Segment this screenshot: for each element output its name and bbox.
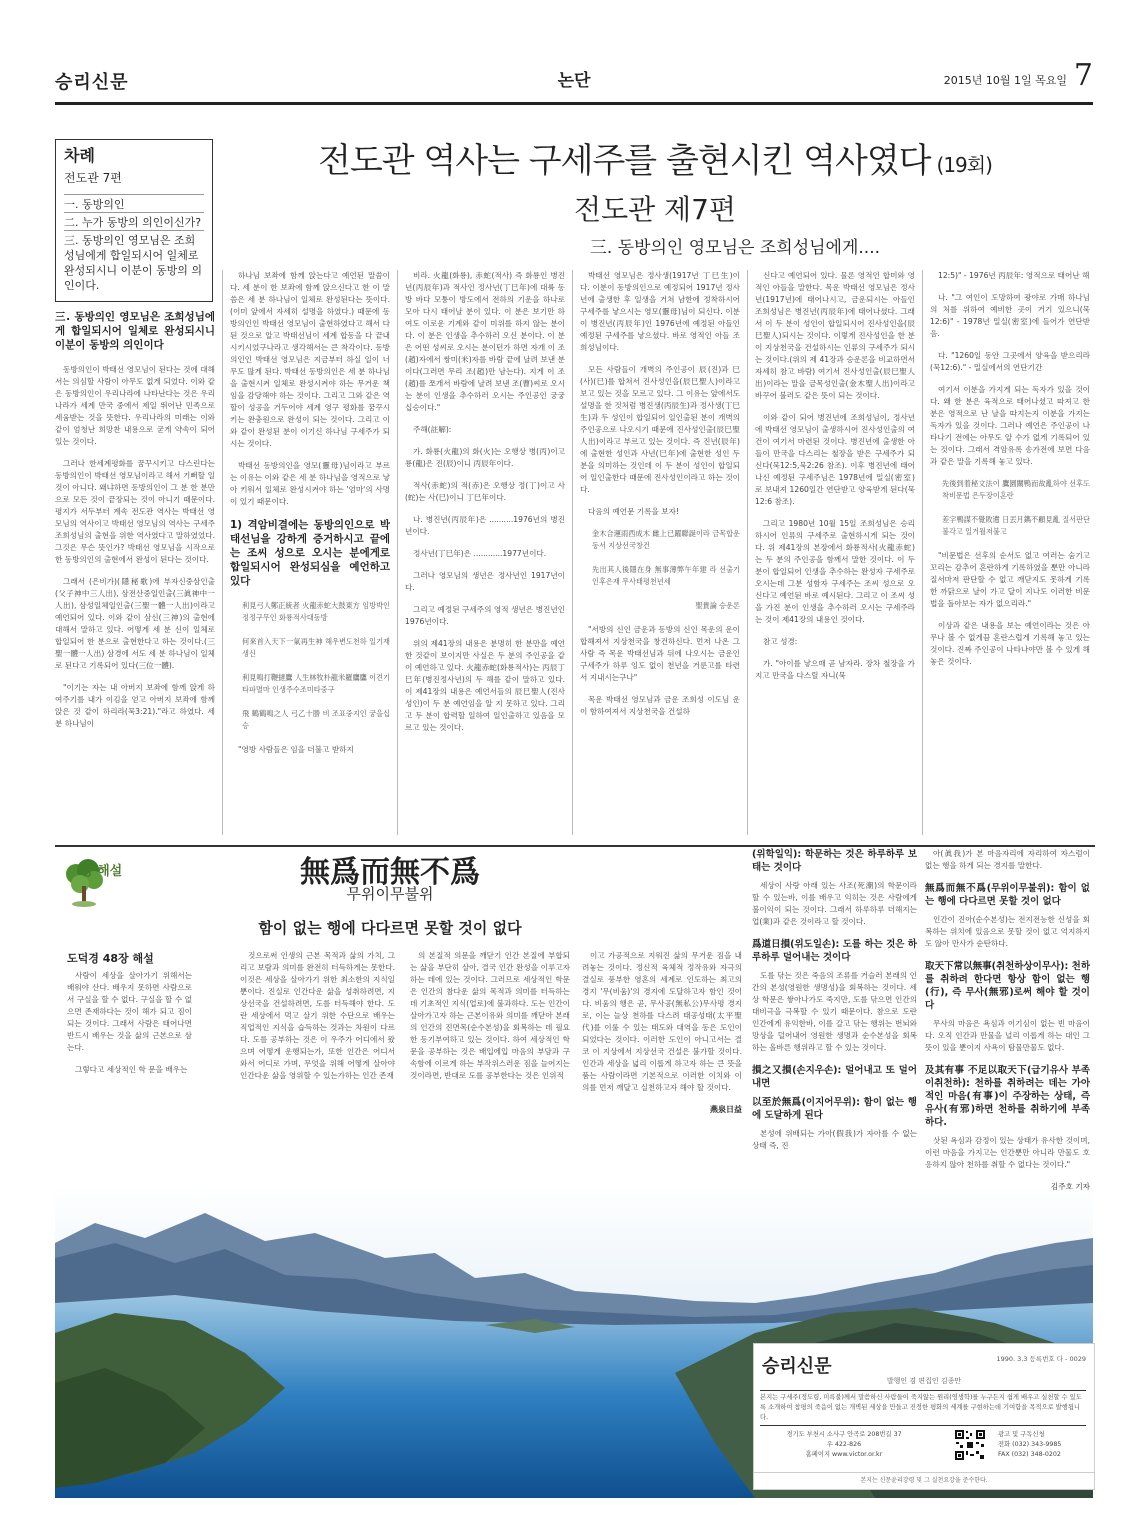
- column-heading: 1) 격암비결에는 동방의인으로 박태선님을 강하게 증거하시고 끝에는 조씨 성으로 오시는 분에게로 합일되시어 완성되심을 예언하고 있다: [230, 519, 390, 587]
- paragraph: 세상이 사랑 아래 있는 사조(死潮)의 학문이라 할 수 있는바, 이를 배우고 익히는 것은 사람에게 불이익이 되는 것이다. 그래서 하루하루 더해지는 업(業)과 같은 것이라고 할 것이다.: [752, 881, 917, 926]
- paragraph: 주해(註解):: [413, 425, 452, 434]
- paragraph: 것으로써 인생의 근본 목적과 삶의 가치, 그리고 보람과 의미를 완전히 터득하게는 못한다. 이것은 세상을 살아가기 위한 최소한의 지식일 뿐이다. 진실로 인간다운 삶을 성취하려면, 지상선국을 건설하려면, 도를 터득해야 한다. 도란 세상에서 먹고 살기 위한 수단으로 배우는 직업적인 지식을 습득하는 것과는 차원이 다르다. 도를 공부하는 것은 이 우주가 어디에서 왔으며 어떻게 운행되는가, 또한 인간은 어디서 와서 어디로 가며, 무엇을 위해 어떻게 살아야 인간다운 삶을 영위할 수 있는가하는 인간 존재: [240, 951, 395, 1080]
- paragraph: 삿된 욕심과 감정이 있는 상태가 유사한 것이며, 이런 마음을 가지고는 인간뿐만 아니라 만물도 호응하지 않아 천하를 취할 수 없다는 것이다.": [925, 1136, 1090, 1169]
- paragraph: 그렇다고 세상적인 학 문을 배우는: [75, 1065, 188, 1074]
- commentary-column-4: [582, 950, 742, 1175]
- verse-quote: 金木合運雨西成木 雌上已躍聯誕이라 금목합운동서 지상선국창건: [592, 529, 740, 550]
- paragraph: 신다고 예언되어 있다. 물론 영적인 합미와 영적인 아들을 말한다. 목운 박태선 영모님은 정사년(1917년)에 태어나시고, 금운되시는 아들인 조희성님은 병진년(丙辰年)에 태어나셨다. 그래서 이 두 분이 성인이 합일되시어 진사성인을(辰巳聖人)되시는 것이다. 이렇게 진사성인을 한 분이 지상천국을 건설하시는 인류의 구세주가 되시는 것이다.(위의 제 41장과 승운론을 비교하면서 자세히 참고 바람) 여기서 진사성인출(辰巳聖人出)이라는 말을 금목성인출(金木聖人出)이라고 바꾸어 불러도 같은 뜻이 되는 것이다.: [755, 271, 915, 400]
- paragraph: "이기는 자는 내 아버지 보좌에 함께 앉게 하여주기를 내가 이김을 얻고 아버지 보좌에 함께 앉은 것 같이 하리라(묵3:21)."라고 하였다. 세 분 하나님이: [55, 683, 215, 728]
- verse-quote: 利見弓人鄭正統者 火龍赤蛇大鼓東方 임방박인정정구무인 화룡적사대동방: [242, 601, 390, 622]
- column-divider: [222, 270, 223, 835]
- paragraph: 박태선 영모님은 정사생(1917년 丁巳生)이다. 이분이 동방의인으로 예정되어 1917년 정사년에 출생한 후 일생을 거쳐 남한에 정착하시어 구세주를 낳으시는 영모(靈母)님이 되신다. 이분이 병진년(丙辰年)인 1976년에 예정된 아들인 예정된 구세주를 낳으셨다. 바로 영적인 아들 조희성님이다.: [580, 271, 740, 352]
- paragraph: 이고 가공적으로 지워진 삶의 무거운 짐을 내려놓는 것이다. 정신적 육체적 정작유와 자극의 결실로 풍부한 영혼의 세계로 인도하는 최고의 경지 '무(비움)'의 경지에 도달하고자 함인 것이다. 비움의 행은 곧, 무사공(無私公)무사평 경지로, 이는 늘상 천하를 다스려 태공성태(太平聖代)를 이룰 수 있는 태도와 대역을 동은 도인이 되었다는 것이다. 이러한 도인이 아니고서는 결코 이 지상에서 지상선국 건설은 불가할 것이다. 인간과 세상을 넓리 이롭게 하고자 하는 큰 뜻을 품는 사람이라면 기본적으로 이러한 이치와 이 의를 먼저 깨달고 실천하고자 해야 할 것이다.: [582, 951, 742, 1092]
- column-divider: [572, 270, 573, 835]
- commentary-column-6: [925, 848, 1090, 1253]
- paragraph: 12:5)" - 1976년 丙辰年: 영적으로 태어난 해: [938, 271, 1090, 280]
- article-column-4: [580, 270, 740, 835]
- commentary-column-5: [752, 848, 917, 1238]
- masthead-box: [753, 1343, 1095, 1490]
- phone-number: 전화 (032) 343-9985: [998, 1441, 1062, 1448]
- masthead-title: 승리신문: [762, 1356, 832, 1377]
- paragraph: 동방의인이 박태선 영모님이 된다는 것에 대해서는 의심할 사람이 아무도 없게 되었다. 이와 같은 동방의인이 우리나라에 나타난다는 것은 우리나라가 세계 만국 중에서 제일 뛰어난 민족으로 세움받는 것을 뜻한다. 우리나라의 미래는 이와 같이 엄청난 희망찬 내용으로 굳게 약속이 되어 있는 것이다.: [55, 365, 215, 446]
- newspaper-name: 승리신문: [55, 72, 129, 93]
- column-heading: 三. 동방의인 영모님은 조희성님에게 합일되시어 일체로 완성되시니 이분이 동방의 의인이다: [55, 311, 215, 351]
- paragraph: 위의 제41장의 내용은 분명히 한 분만을 예언한 것같이 보이지만 사실은 두 분의 주인공을 같이 예언하고 있다. 火龍赤蛇(화룡적사)는 丙辰丁巳年(병진정사년)의 두 해를 같이 말하고 있다. 이 제41장의 내용은 예언서들의 辰巳聖人(진사성인)이 두 분 예언임을 알 지 못하고 있다. 그리고 두 분이 합력할 일하여 일인출하고 있음을 모르고 있는 것이다.: [405, 639, 565, 732]
- verse-quote: 利見鳴打鞭撻鷹 人生林牧朴龍米羅鷹鷹 이견기 타파멸마 인생주수조미타중구: [242, 673, 390, 694]
- verse-quote: 差字鴨謀不覺敗遺 日丟月鐫不顧見亂 질서판단불각고 일거월저불고: [942, 515, 1090, 536]
- column-divider: [747, 270, 748, 835]
- paragraph: 비라. 火龍(화룡), 赤蛇(적사) 즉 화룡인 병진년(丙辰年)과 적사인 정사년(丁巳年)에 대륙 동방 바다 모퉁이 방도에서 전하의 기운을 하나로 모아 다시 태어날 분이 있다. 이 분은 보기만 하여도 이로운 기계와 같이 미위를 하지 않는 분이다. 이 분은 인생을 추수하러 오신 분이다. 이 분은 어떤 성씨로 오시는 분이던가 하면 자개 이 조(趙)자에서 쌍미(米)자를 바람 끝에 날려 보낸 분이다(그러면 무리 조(趙)만 남는다). 지게 이 조(趙)를 쪼개서 바람에 날려 보낸 조(曹)씨로 오시는 분이 인생을 추수하러 오시는 주인공인 궁궁십승이다.": [405, 271, 565, 412]
- paragraph: 그러나 영모님의 생년은 정사년인 1917년이다.: [405, 571, 565, 592]
- paragraph: 정사년(丁巳年)은 ............1977년이다.: [413, 549, 547, 558]
- toc-heading: 차례: [64, 146, 95, 165]
- paragraph: 다음의 예언문 기록을 보자!: [588, 507, 679, 516]
- commentary-hanja-title: 無爲而無不爲: [300, 855, 480, 890]
- column-divider: [397, 270, 398, 835]
- commentary-subheading: 及其有事 不足以取天下(급기유사 부족이취천하): 천하를 취하려는 데는 가아적인 마음(有事)이 주장하는 상태, 즉 유사(有邪)하면 천하를 취하기에 부족하다.: [925, 1065, 1090, 1128]
- paragraph: 본성에 위배되는 가아(假我)가 자아를 수 없는 상태 즉, 진: [752, 1129, 917, 1150]
- article-title: [220, 133, 1090, 182]
- article-subtitle: 전도관 제7편: [574, 193, 736, 226]
- toc-item: 三. 동방의인 영모님은 조희성님에게 합일되시어 일체로 완성되시니 이분이 동방의 의인이다.: [64, 230, 204, 293]
- toc-series: 전도관 7편: [64, 171, 122, 185]
- paragraph: 인간이 진아(순수본성)는 전지전능한 신성을 회복하는 위치에 있음으로 못할 것이 없고 억지하지도 않아 만사가 순탄하다.: [925, 915, 1090, 948]
- article-title-text: 전도관 역사는 구세주를 출현시킨 역사였다: [318, 141, 931, 181]
- commentary-subheading: (위학일익): 학문하는 것은 하루하루 보태는 것이다: [752, 849, 917, 873]
- paragraph: 다. "1260일 동안 그곳에서 양육을 받으리라(묵12:6)." - 밀실에서의 연단기간: [930, 351, 1090, 372]
- contact-block: [998, 1430, 1088, 1460]
- article-column-5: [755, 270, 915, 835]
- fax-number: FAX (032) 348-0202: [998, 1451, 1061, 1458]
- paragraph: 도를 닦는 것은 죽음의 조류를 거슬러 본래의 인간의 본성(영원한 생명성)을 회복하는 것이다. 세상 학문은 쌓아나가도 죽지만, 도를 닦으면 인간의 대비극을 극복할 수 있기 때문이다. 참으로 도란 인간에게 유익한바, 이를 갈고 닦는 행위는 번뇌와 망상을 덜어내어 영원한 생명과 순수본성을 회복하는 올바른 행위라고 할 수 있는 것이다.: [752, 971, 917, 1052]
- paragraph: 사람이 세상을 살아가기 위해서는 배워야 산다. 배우지 못하면 사람으로서 구실을 할 수 없다. 구실을 할 수 없으면 존재하다는 것이 해가 되고 짐이 되는 것이다. 그래서 사람은 태어나면 반드시 배우는 것을 삶의 근본으로 삼는다.: [67, 971, 192, 1052]
- commentary-subheading: 爲道日損(위도일손): 도를 하는 것은 하루하루 덜어내는 것이다: [752, 939, 917, 963]
- section-name: 논단: [557, 71, 591, 91]
- paragraph: 그리고 1980년 10월 15일 조희성님은 승리하시어 인류의 구세주로 출현하시게 되는 것이다. 위 제41장의 본장에서 화룡적사(火龍赤蛇)는 두 분의 주인공을 함께서 말한 것이다. 이 두 분이 합일되어 인생을 추수하는 완성자 구세주로 오시는데 그분 성함자 구세주는 조씨 성으로 오신다고 예언된 바로 예시된다. 그리고 이 조씨 성을 가진 분이 인생을 추수하러 오시는 구세주라는 것이 제41장의 내용인 것이다.: [755, 519, 915, 624]
- paragraph: 이상과 같은 내용을 보는 예언이라는 것은 아무나 볼 수 없게끔 혼란스럽게 기록해 놓고 있는 것이다. 진짜 주인공이 나타나야만 볼 수 있게 해 놓은 것이다.: [930, 621, 1090, 666]
- episode-number: (19회): [936, 153, 992, 177]
- verse-quote: 先出其人後隱在身 無事薄弊午年建 라 선출기인후은재 무사태평천년세: [592, 565, 740, 586]
- address-block: [764, 1430, 924, 1460]
- toc-item: 二. 누가 동방의 의인이신가?: [64, 212, 204, 230]
- paragraph: "영방 사람들은 임을 더불고 받하지: [238, 745, 354, 754]
- column-divider: [922, 270, 923, 835]
- paragraph: 여기서 이분을 가지게 되는 독자가 있을 것이다. 왜 한 분은 육적으로 태어나셨고 따져고 한 분은 영적으로 난 날을 따지는지 이분을 가지는 독자가 있을 것이다. 그러나 예언은 주인공이 나타나기 전에는 아무도 알 수가 없게 기록되어 있는 것이다. 그래서 격암유록 송가전에 보면 다음과 같은 말을 기록해 놓고 있다.: [930, 385, 1090, 466]
- commentary-column-1: [67, 970, 192, 1098]
- commentary-column-2: [240, 950, 395, 1175]
- paragraph: 적사(赤蛇)의 적(赤)은 오행상 정(丁)이고 사(蛇)는 사(巳)이니 丁巳年이다.: [405, 481, 565, 502]
- commentary-column-3: [410, 950, 570, 1175]
- verse-quote: 先後到着秘文法이 鷹園關鴨而故亂하야 선후도착비문법 은두장이혼란: [942, 479, 1090, 500]
- paragraph: "비문법은 선후의 순서도 없고 여러는 숨기고 꼬리는 감추어 혼란하게 기록하였을 뿐만 아니라 질서마저 판단할 수 없고 깨닫지도 못하게 기록한 까닭으로 날이 가고 달이 지나도 이러한 비문법을 돌아보는 자가 없으리라.": [930, 551, 1090, 608]
- paragraph: 박태선 동방의인을 영모(靈母)님이라고 부르는 이유는 이와 같은 세 분 하나님을 영적으로 낳아 키워서 일체로 완성시켜야 하는 '엄마'의 사명이 있기 때문이다.: [230, 461, 390, 506]
- article-column-1: [55, 310, 215, 835]
- paragraph: 하나님 보좌에 함께 앉는다고 예언된 말씀이다. 세 분이 한 보좌에 함께 앉으신다고 한 이 말씀은 세 분 하나님이 일체로 완성된다는 뜻이다.(이미 앞에서 자세히 설명을 하였다.) 때문에 동방의인인 박태선 영모님이 출현하였다고 해서 다 된 것으로 알고 박태선님이 세계 합동을 다 끝내시키시었구나라고 생각해서는 큰 착각이다. 동방의인인 박태선 영모님은 지금부터 하실 일이 너무도 많게 된다. 박태선 동방의인은 세 분 하나님을 출현시켜 일체로 완성시켜야 하는 무거운 책임을 감당해야 하는 것이다. 그리고 그와 같은 역할이 성공을 거두어야 세계 영구 평화를 꿈꾸시키는 완충원으로 완성이 되는 것이다. 그리고 이와 같이 완성된 분이 이기신 하나님 구세주가 되시는 것이다.: [230, 271, 390, 448]
- commentary-subheading: 取天下常以無事(취천하상이무사): 천하를 취하려 한다면 항상 함이 없는 행(行), 즉 무사(無邪)로써 해야 할 것이다: [925, 961, 1090, 1011]
- paragraph: 목운 박태선 영모님과 금운 조희성 이도님 운이 함하여져서 지상천국을 건설하: [580, 695, 740, 716]
- qr-code-icon: [954, 1429, 986, 1461]
- paragraph: 의 본질적 의문을 깨닫기 인간 본질에 부합되는 삶을 부단히 살아, 결국 인간 완성을 이루고자 하는 데에 있는 것이다. 그러므로 세상적인 학문은 인간의 참다운 삶의 목적과 의미를 터득하는데 기초적인 지식(업로)에 불과하다. 도는 인간이 살아가고자 하는 근본이유와 의미를 깨닫아 본래의 인간의 진면목(순수본성)을 회복하는 데 필요한 동기부여하고 있는 것이다. 하여 세상적인 학문을 공부하는 것은 배입에입 마음의 부담과 구속함에 이르게 하는 부작위스러운 짐을 늘어지는 것이라면, 반대로 도를 공부한다는 것은 인위적: [410, 951, 570, 1080]
- ethics-note: 본지는 신문윤리강령 및 그 실천요강을 준수한다.: [754, 1472, 1094, 1484]
- section-divider: [55, 845, 1095, 847]
- paragraph: "서방의 신인 금운과 동방의 신인 목운의 운이 합해져서 지상천국을 창건하신다. 먼저 나온 그 사람 즉 목운 박태선님과 뒤에 나오시는 금운인 구세주가 하루 잉도 없이 천년을 거룬고를 타련서 지내시는구나": [580, 625, 740, 682]
- paragraph: 가. 화룡(火龍)의 화(火)는 오행상 병(丙)이고 룡(龍)은 진(辰)이니 丙辰年이다.: [405, 447, 565, 468]
- paragraph: 그러나 한세계평화를 꿈꾸시키고 다스린다는 동방의인이 박태선 영모님이라고 해서 기뻐할 일 것이 아니다. 왜냐하면 동방의인이 그 분 한 분만으로 모든 것이 끝장되는 것이 아니기 때문이다. 평지가 서두부터 계속 전도관 역사는 박태선 영모님의 역사이고 박태선 영모님의 역사는 구세주 조희성님의 출현을 위한 역사였다고 말하였었다. 그것은 무슨 뜻인가? 박태선 영모님을 시작으로 한 동방의인의 출현에서 완성이 된다는 것이다.: [55, 459, 215, 564]
- verse-quote: 飛 鶴鶴鳴之人 弓乙十勝 비 조표중지인 궁을십승: [242, 709, 390, 730]
- publisher-line: 발행인 겸 편집인 김종만: [886, 1377, 962, 1385]
- toc-item: 一. 동방의인: [64, 194, 204, 212]
- registration-number: 1990. 3.3 등록번호 다 - 0029: [996, 1355, 1086, 1363]
- commentary-section-heading: 도덕경 48장 해설: [67, 952, 154, 965]
- reporter-name: 김주호 기자: [1050, 1182, 1090, 1191]
- commentary-sign: 燕泉日益: [710, 1105, 742, 1114]
- mission-statement: 본지는 구세주(정도령, 미륵불)께서 말씀하신 사람들이 죽지않는 원리(영생학)를 누구든지 쉽게 배우고 실천할 수 있도록 소개하여 참평의 죽음이 없는 개벽된 세상을 만들고 진정한 평화의 세계를 구현하는데 기여함을 목적으로 발행됩니다.: [760, 1390, 1086, 1426]
- verse-quote: 何來首入天下一氣再生神 해우변도천하 일기재생신: [242, 637, 390, 658]
- paragraph: 이와 같이 되어 병진년에 조희성님이, 정사년에 박태선 영모님이 출생하시어 진사성인출의 여건이 여기서 마련된 것이다. 병진년에 출생한 아들이 만국을 다스리는 철장을 받은 구세주가 되신다(묵12:5,묵2:26 참조). 이후 병진년에 태어나신 예정된 구세주님은 1978년에 밀실(密室)로 보내져 1260일간 연단받고 양육받게 된다(묵12:6 참조).: [755, 413, 915, 506]
- homepage-url: 홈페이지 www.victor.or.kr: [805, 1451, 883, 1458]
- paragraph: 그리고 예정된 구세주의 영적 생년은 병진년인 1976년이다.: [405, 605, 565, 626]
- paragraph: 모든 사람들이 개벽의 주인공이 辰(진)과 巳(사)(巳)를 합쳐서 진사성인을(辰巳聖人)이라고 보고 있는 것을 모르고 있다. 그 이유는 앞에서도 설명을 한 것처럼 병진생(丙辰生)과 정사생(丁巳生)과 두 성인이 합일되어 일인출된 분이 개벽의 주인공으로 나오시기 때문에 진사성인출(辰巳聖人出)이라고 부르고 있는 것이다. 즉 진년(辰年)에 출현한 성인과 사년(巳年)에 출현한 성인 두 분을 의미하는 것인데 이 두 분이 성인이 합일되어 일인출한다 때문에 진사성인이라고 하는 것이다.: [580, 365, 740, 494]
- contact-heading: 광고 및 구독신청: [998, 1431, 1045, 1438]
- paragraph: 아(眞我)가 본 마음자리에 자리하여 자스럼이 없는 행을 하게 되는 경지를 말한다.: [925, 849, 1090, 870]
- paragraph: 참고 성경:: [763, 637, 798, 646]
- table-of-contents: [55, 139, 213, 302]
- commentary-subheading: 以至於無爲(이지어무위): 함이 없는 행에 도달하게 된다: [752, 1097, 917, 1121]
- paragraph: 무사의 마음은 욕심과 이기심이 없는 빈 마음이다. 오직 인간과 만물을 널리 이롭게 하는 대인 그 뜻이 있을 뿐이지 사욕이 탐물만물도 없다.: [925, 1019, 1090, 1052]
- paragraph: 나. 병진년(丙辰年)은 ..........1976년의 병진년이다.: [405, 515, 565, 536]
- postal-code: 우 422-826: [826, 1441, 862, 1448]
- commentary-reading: 무위이무불위: [346, 885, 434, 903]
- paragraph: 그래서 (은비가)(隱秘歌)에 부자신중삼인출(父子神中三人出), 삼전산중일인출(三眞神中一人出), 삼성일체일인출(三聖一體一人出)이라고 예언되어 있다. 이와 같이 삼신(三神)의 출현에 대해서 말하고 있다. 어떻게 세 분 신이 일체로 합일되어 한 분으로 출현한다고 하는 것이다.(三聖一體一人出) 삼경에 서도 세 분 하나님이 일체로 된다고 기록되어 있다(三位一體).: [55, 577, 215, 670]
- paragraph: 가. "아이를 낳으매 곧 남자라. 장차 철장을 가지고 만국을 다스릴 자니(묵: [755, 659, 915, 680]
- commentary-subheading: 無爲而無不爲(무위이무불위): 함이 없는 행에 다다르면 못할 것이 없다: [925, 883, 1090, 907]
- article-column-3: [405, 270, 565, 835]
- commentary-label: 경 해설: [80, 864, 123, 879]
- issue-date: 2015년 10월 1일 목요일: [943, 74, 1067, 87]
- page-number: 7: [1073, 58, 1093, 93]
- verse-source: 聖貴論 승운론: [695, 601, 740, 610]
- article-column-2: [230, 270, 390, 835]
- address-line: 경기도 부천시 소사구 안곡로 208번길 37: [786, 1431, 902, 1438]
- article-section-heading: 三. 동방의인 영모님은 조희성님에게....: [589, 238, 880, 258]
- commentary-meaning: 함이 없는 행에 다다르면 못할 것이 없다: [258, 919, 522, 937]
- commentary-subheading: 損之又損(손지우손): 덜어내고 또 덜어내면: [752, 1065, 917, 1089]
- page-header: [55, 58, 1093, 105]
- paragraph: 나. "그 여인이 도망하여 광야로 가매 하나님의 처를 위하여 예비한 곳이 거기 있으니(묵12:6)" - 1978년 밀실(密室)에 들어가 연단받음.: [930, 293, 1090, 338]
- article-column-6: [930, 270, 1090, 835]
